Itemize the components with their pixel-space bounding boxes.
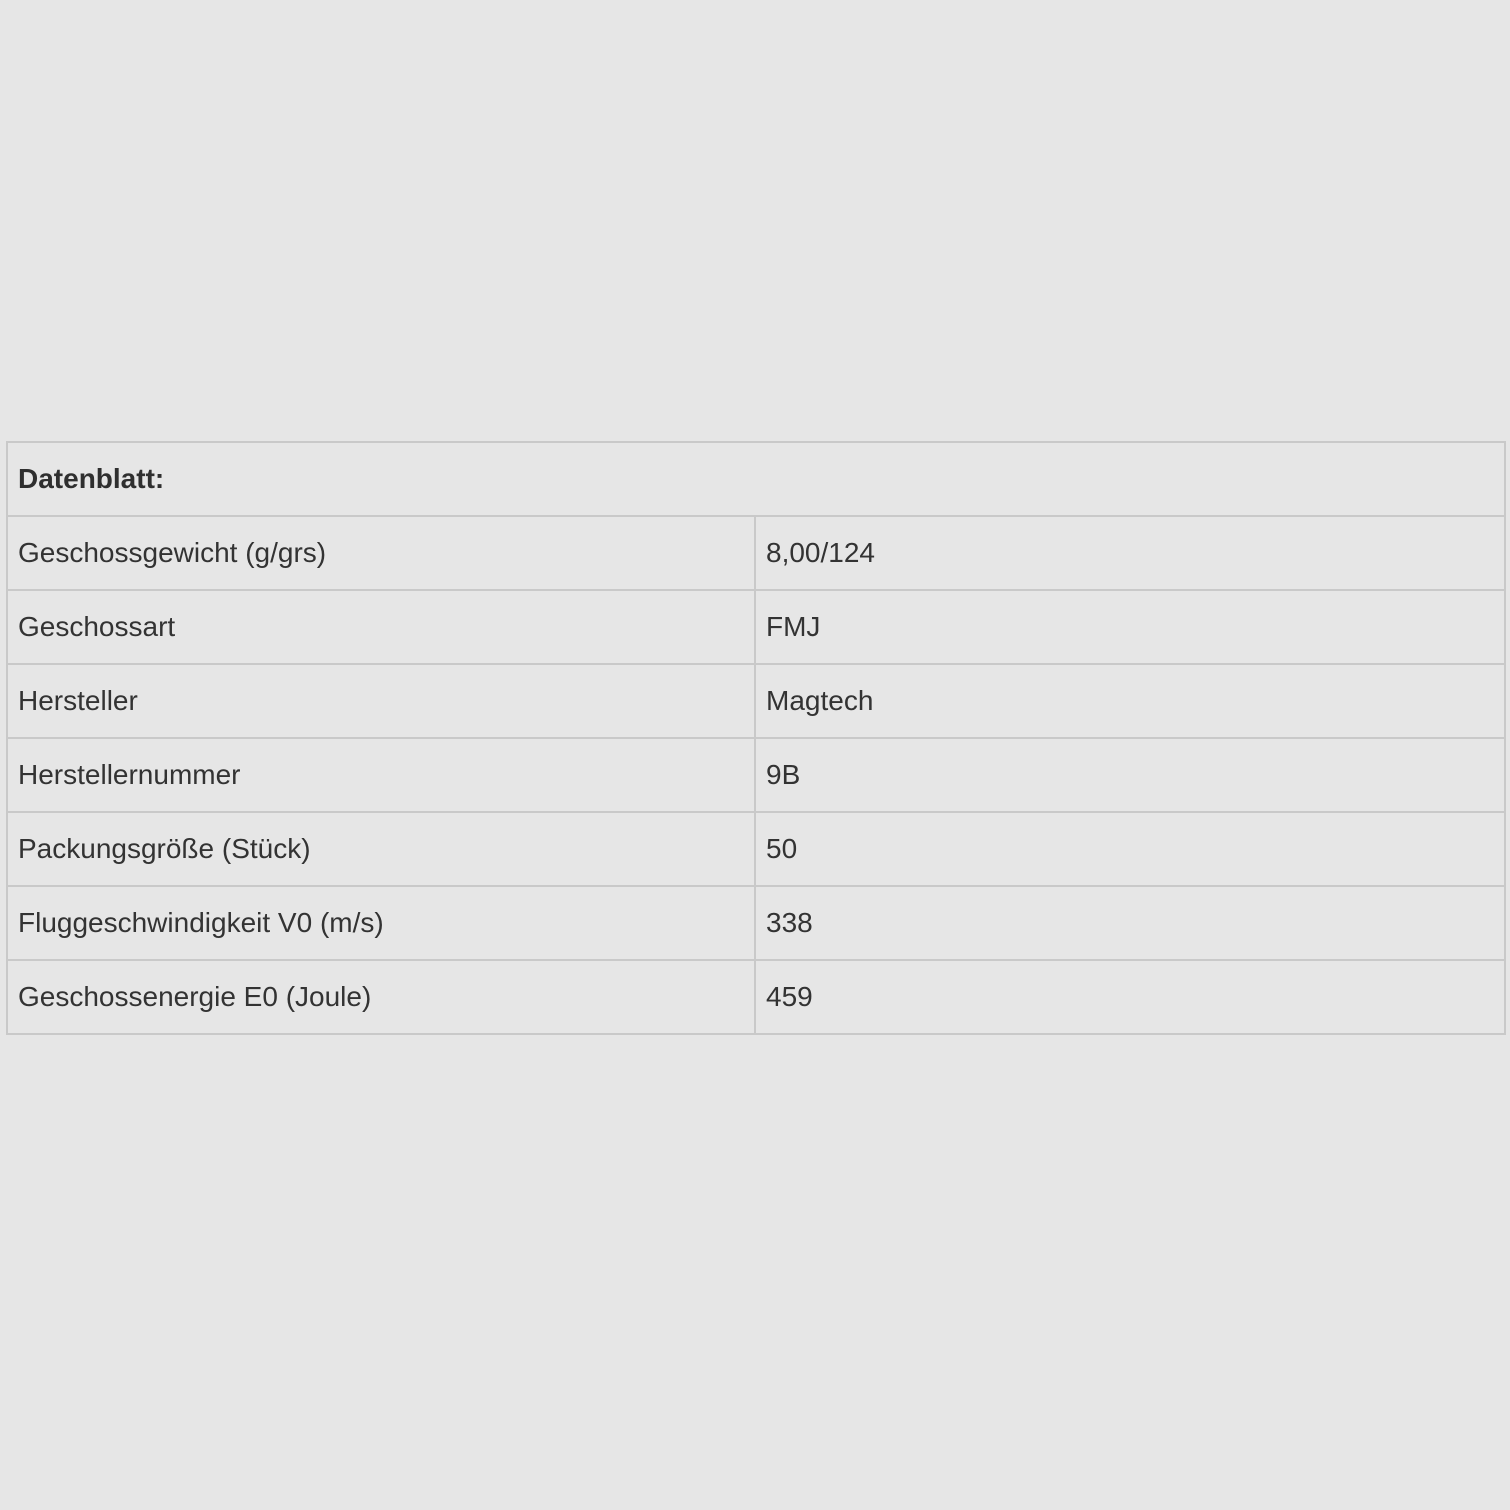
table-row [7,886,1505,960]
row-value: 338 [755,886,1505,960]
table-row [7,960,1505,1034]
datasheet-header-row [7,442,1505,516]
row-value: Magtech [755,664,1505,738]
row-value: 8,00/124 [755,516,1505,590]
row-value: FMJ [755,590,1505,664]
row-label: Geschossgewicht (g/grs) [7,516,755,590]
table-row [7,590,1505,664]
table-row [7,738,1505,812]
row-value: 9B [755,738,1505,812]
row-label: Fluggeschwindigkeit V0 (m/s) [7,886,755,960]
table-row [7,516,1505,590]
row-label: Herstellernummer [7,738,755,812]
datasheet-table [6,441,1506,1035]
table-row [7,812,1505,886]
datasheet-title: Datenblatt: [7,442,1505,516]
row-label: Geschossart [7,590,755,664]
row-label: Geschossenergie E0 (Joule) [7,960,755,1034]
row-label: Hersteller [7,664,755,738]
row-label: Packungsgröße (Stück) [7,812,755,886]
row-value: 50 [755,812,1505,886]
row-value: 459 [755,960,1505,1034]
table-row [7,664,1505,738]
